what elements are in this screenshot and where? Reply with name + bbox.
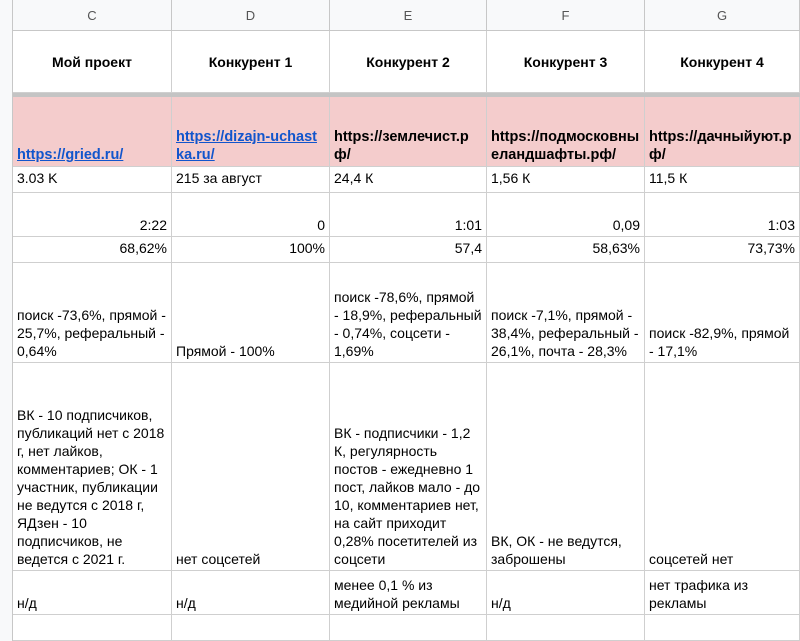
cell-header-c[interactable] (13, 31, 172, 93)
pct-value: 58,63% (592, 240, 640, 256)
sources-value: поиск -7,1%, прямой - 38,4%, реферальный - 26,1%, почта - 28,3% (491, 307, 639, 359)
media-value: менее 0,1 % из медийной рекламы (334, 577, 460, 611)
time-value: 0,09 (612, 217, 640, 233)
cell-header-f[interactable] (487, 31, 645, 93)
cell-pct-c[interactable] (13, 237, 172, 263)
time-value: 0 (317, 217, 325, 233)
header-value: Конкурент 3 (523, 53, 608, 70)
cell-traffic-c[interactable] (13, 167, 172, 193)
cell-pct-e[interactable] (330, 237, 487, 263)
pct-value: 68,62% (119, 240, 167, 256)
pct-value: 100% (289, 240, 325, 256)
cell-sources-g[interactable] (645, 263, 800, 363)
cell-url-c[interactable] (13, 97, 172, 167)
cell-traffic-g[interactable] (645, 167, 800, 193)
cell-time-f[interactable] (487, 193, 645, 237)
cell-traffic-e[interactable] (330, 167, 487, 193)
cell-url-f[interactable] (487, 97, 645, 167)
url-text: https://подмосковныеландшафты.рф/ (491, 129, 640, 163)
cell-time-d[interactable] (172, 193, 330, 237)
traffic-value: 11,5 К (649, 170, 688, 186)
traffic-value: 3.03 K (17, 170, 58, 186)
traffic-value: 215 за август (176, 170, 262, 186)
sources-value: Прямой - 100% (176, 343, 275, 359)
time-value: 1:01 (454, 217, 482, 233)
header-value: Конкурент 4 (680, 53, 764, 70)
pct-value: 57,4 (454, 240, 482, 256)
sources-value: поиск -82,9%, прямой - 17,1% (649, 325, 790, 359)
media-value: н/д (491, 595, 511, 611)
sources-value: поиск -73,6%, прямой - 25,7%, реферальный - 0,64% (17, 307, 166, 359)
column-header-e[interactable]: E (330, 0, 487, 31)
sources-value: поиск -78,6%, прямой - 18,9%, реферальный - 0,74%, соцсети - 1,69% (334, 289, 482, 359)
cell-blank-f[interactable] (487, 615, 645, 641)
cell-social-d[interactable] (172, 363, 330, 571)
cell-header-d[interactable] (172, 31, 330, 93)
column-header-c[interactable]: C (13, 0, 172, 31)
traffic-value: 24,4 К (334, 170, 374, 186)
header-value: Конкурент 1 (208, 53, 293, 70)
cell-media-d[interactable] (172, 571, 330, 615)
url-link[interactable]: https://dizajn-uchastka.ru/ (176, 129, 317, 163)
social-value: ВК, ОК - не ведутся, заброшены (491, 533, 622, 567)
cell-traffic-d[interactable] (172, 167, 330, 193)
social-value: ВК - 10 подписчиков, публикаций нет с 2018 г, нет лайков, комментариев; ОК - 1 участник, публикации не ведутся с 2018 г, ЯДзен - 10 подписчиков, не ведется с 2021 г. (17, 407, 165, 567)
url-text: https://дачныйуют.рф/ (649, 129, 792, 163)
traffic-value: 1,56 К (491, 170, 531, 186)
cell-traffic-f[interactable] (487, 167, 645, 193)
url-text: https://землечист.рф/ (334, 129, 469, 163)
header-value: Мой проект (52, 53, 132, 70)
social-value: нет соцсетей (176, 551, 261, 567)
cell-sources-c[interactable] (13, 263, 172, 363)
cell-media-c[interactable] (13, 571, 172, 615)
url-link[interactable]: https://gried.ru/ (17, 147, 124, 163)
cell-url-e[interactable] (330, 97, 487, 167)
cell-social-g[interactable] (645, 363, 800, 571)
cell-url-d[interactable] (172, 97, 330, 167)
header-value: Конкурент 2 (366, 53, 450, 70)
cell-blank-d[interactable] (172, 615, 330, 641)
cell-header-e[interactable] (330, 31, 487, 93)
media-value: нет трафика из рекламы (649, 577, 749, 611)
column-header-g[interactable]: G (645, 0, 800, 31)
time-value: 1:03 (767, 217, 795, 233)
cell-sources-e[interactable] (330, 263, 487, 363)
cell-media-f[interactable] (487, 571, 645, 615)
cell-media-e[interactable] (330, 571, 487, 615)
cell-url-g[interactable] (645, 97, 800, 167)
media-value: н/д (176, 595, 196, 611)
cell-time-c[interactable] (13, 193, 172, 237)
cell-blank-c[interactable] (13, 615, 172, 641)
cell-time-g[interactable] (645, 193, 800, 237)
social-value: ВК - подписчики - 1,2 К, регулярность постов - ежедневно 1 пост, лайков мало - до 10, комментариев нет, на сайт приходит 0,28% посетителей из соцсети (334, 425, 481, 567)
cell-pct-g[interactable] (645, 237, 800, 263)
cell-social-e[interactable] (330, 363, 487, 571)
cell-blank-g[interactable] (645, 615, 800, 641)
cell-sources-d[interactable] (172, 263, 330, 363)
cell-social-c[interactable] (13, 363, 172, 571)
cell-header-g[interactable] (645, 31, 800, 93)
cell-social-f[interactable] (487, 363, 645, 571)
time-value: 2:22 (139, 217, 167, 233)
column-header-d[interactable]: D (172, 0, 330, 31)
row-header-strip (0, 0, 13, 641)
media-value: н/д (17, 595, 37, 611)
cell-pct-d[interactable] (172, 237, 330, 263)
pct-value: 73,73% (747, 240, 795, 256)
cell-sources-f[interactable] (487, 263, 645, 363)
cell-blank-e[interactable] (330, 615, 487, 641)
column-header-f[interactable]: F (487, 0, 645, 31)
cell-pct-f[interactable] (487, 237, 645, 263)
cell-time-e[interactable] (330, 193, 487, 237)
cell-media-g[interactable] (645, 571, 800, 615)
social-value: соцсетей нет (649, 551, 734, 567)
